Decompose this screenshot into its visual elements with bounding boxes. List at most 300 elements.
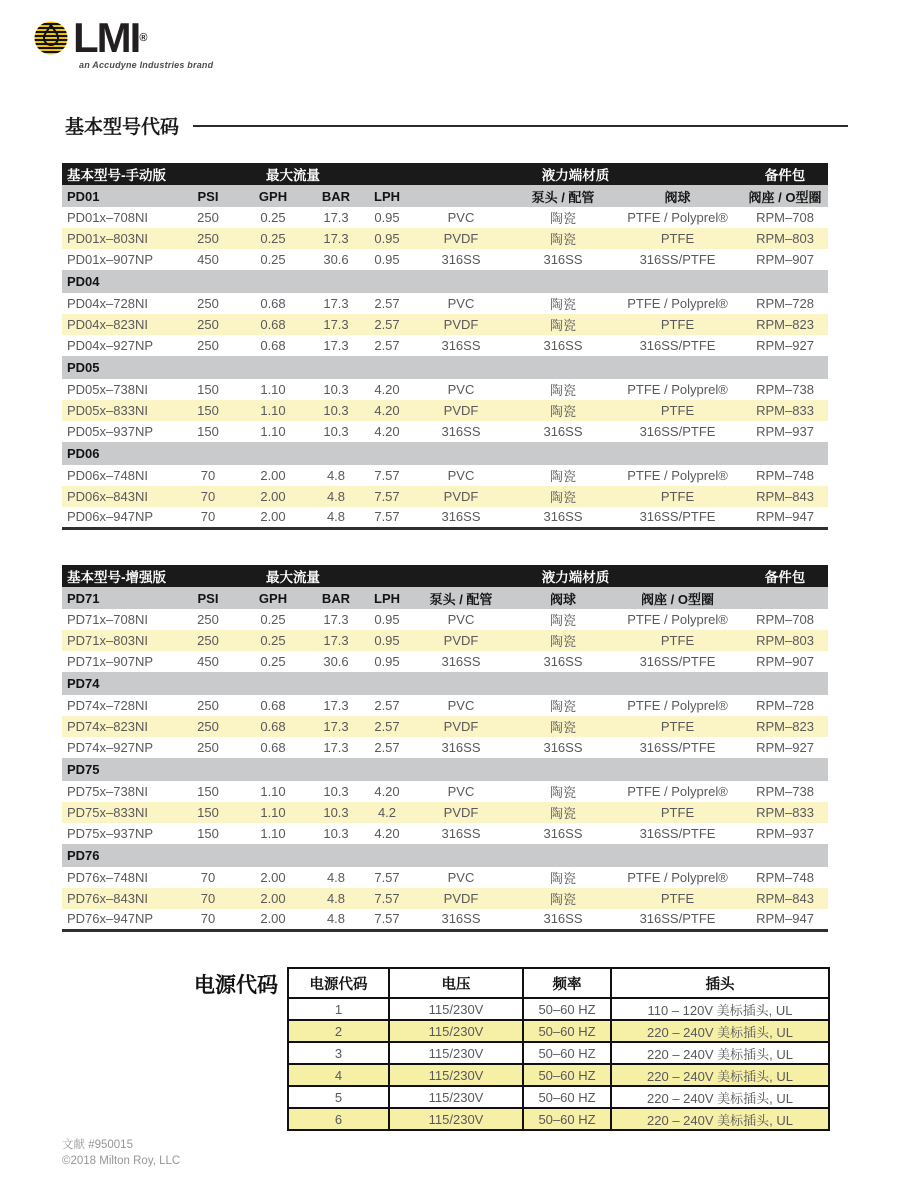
model-number-cell: PD71x–708NI [67,612,148,627]
value-cell: RPM–833 [742,802,828,823]
value-cell: 450 [197,252,219,267]
column-header: PSI [177,587,239,609]
value-cell: 陶瓷 [549,613,576,628]
table-row [288,1108,829,1130]
value-cell: PTFE [613,400,742,421]
value-cell: 0.25 [260,252,286,267]
model-number-cell: PD76x–748NI [67,870,148,885]
value-cell: 4.20 [374,382,400,397]
value-cell: RPM–937 [756,424,814,439]
value-cell: RPM–728 [756,296,814,311]
model-number-cell: PD06x–748NI [67,468,148,483]
value-cell: 316SS [441,826,481,841]
value-cell: 115/230V [389,998,523,1020]
value-cell: 70 [177,888,239,909]
value-cell: PVDF [409,716,513,737]
value-cell: 250 [197,698,219,713]
value-cell: 316SS [441,740,481,755]
value-cell: RPM–708 [756,210,814,225]
model-number-cell: PD04x–728NI [67,296,148,311]
column-header: 插头 [611,968,829,998]
value-cell: 70 [200,870,216,885]
value-cell: 17.3 [307,716,365,737]
value-cell: 150 [177,400,239,421]
value-cell: 4.8 [307,888,365,909]
value-cell: 1.10 [239,400,307,421]
value-cell: 115/230V [389,1042,523,1064]
value-cell: 陶瓷 [513,630,613,651]
value-cell: RPM–947 [756,911,814,927]
value-cell: RPM–728 [756,698,814,713]
column-header: BAR [307,185,365,207]
column-header: GPH [239,185,307,207]
column-header: BAR [307,587,365,609]
value-cell: 陶瓷 [513,716,613,737]
value-cell: 0.68 [260,740,286,755]
value-cell: 0.68 [260,296,286,311]
value-cell: 50–60 HZ [523,1064,611,1086]
value-cell: 陶瓷 [549,211,576,226]
value-cell: 17.3 [307,314,365,335]
value-cell: 0.95 [374,210,400,225]
column-header: LPH [365,587,409,609]
column-header: 泵头 / 配管 [513,185,613,207]
value-cell: PTFE / Polyprel® [627,698,728,713]
copyright: ©2018 Milton Roy, LLC [62,1155,181,1167]
power-code-section [287,967,830,1131]
column-group-header: 基本型号-增强版 [62,565,177,587]
value-cell: 陶瓷 [513,486,613,507]
value-cell: 316SS/PTFE [639,509,716,525]
value-cell: 4.20 [374,424,400,439]
table-row [62,609,828,630]
value-cell: 2.00 [260,509,286,525]
value-cell: 2.00 [260,911,286,927]
model-number-cell: PD05x–833NI [62,400,177,421]
value-cell: 1.10 [239,802,307,823]
model-number-cell: PD71x–907NP [67,654,153,669]
table-row [62,781,828,802]
value-cell: 250 [177,314,239,335]
value-cell: 4 [288,1064,389,1086]
value-cell: RPM–907 [756,252,814,267]
value-cell: 450 [197,654,219,669]
value-cell: 陶瓷 [549,469,576,484]
value-cell: 陶瓷 [513,802,613,823]
value-cell: PTFE / Polyprel® [627,784,728,799]
group-band-label: PD05 [62,356,828,379]
brand-tagline: an Accudyne Industries brand [79,60,214,70]
value-cell: 316SS/PTFE [639,424,716,439]
value-cell: 17.3 [307,630,365,651]
table-row [62,379,828,400]
value-cell: PVC [447,210,475,225]
value-cell: PTFE / Polyprel® [627,612,728,627]
value-cell: 0.95 [365,228,409,249]
value-cell: 50–60 HZ [523,1108,611,1130]
value-cell: 50–60 HZ [523,1086,611,1108]
value-cell: 70 [200,468,216,483]
column-header: 电压 [389,968,523,998]
value-cell: 7.57 [365,486,409,507]
value-cell: 70 [200,509,216,525]
value-cell: 316SS [543,252,583,267]
group-band-label: PD74 [62,672,828,695]
section-header [65,112,848,139]
value-cell: 150 [197,424,219,439]
power-code-label: 电源代码 [194,974,278,997]
value-cell: RPM–937 [756,826,814,841]
group-band-label: PD75 [62,758,828,781]
value-cell: 250 [197,210,219,225]
value-cell: 4.20 [365,400,409,421]
value-cell: 50–60 HZ [523,1020,611,1042]
value-cell: 0.68 [260,698,286,713]
value-cell: 2.57 [374,296,400,311]
value-cell: PVC [447,612,475,627]
value-cell: 250 [197,296,219,311]
value-cell: RPM–833 [742,400,828,421]
model-number-cell: PD04x–927NP [67,338,153,353]
model-number-cell: PD71x–803NI [62,630,177,651]
value-cell: 220 – 240V 美标插头, UL [611,1086,829,1108]
model-number-cell: PD74x–823NI [62,716,177,737]
table-row [62,888,828,909]
value-cell: 316SS/PTFE [639,911,716,927]
model-number-cell: PD01x–708NI [67,210,148,225]
value-cell: 0.25 [260,654,286,669]
value-cell: RPM–748 [756,870,814,885]
value-cell: 250 [197,338,219,353]
value-cell: 0.25 [239,630,307,651]
value-cell: 10.3 [307,802,365,823]
value-cell: 陶瓷 [513,400,613,421]
value-cell: 4.8 [326,509,346,525]
value-cell: 250 [177,630,239,651]
table-row [288,998,829,1020]
column-header [409,185,513,207]
column-group-header: 液力端材质 [409,565,742,587]
value-cell: 17.3 [323,296,349,311]
value-cell: PTFE [613,314,742,335]
column-header: 阀座 / O型圈 [742,185,828,207]
value-cell: 7.57 [374,870,400,885]
table-row [62,844,828,867]
value-cell: 0.68 [239,716,307,737]
value-cell: 5 [288,1086,389,1108]
value-cell: 316SS [543,826,583,841]
value-cell: RPM–708 [756,612,814,627]
column-header: PD01 [62,185,177,207]
value-cell: 17.3 [323,698,349,713]
value-cell: 316SS/PTFE [639,338,716,353]
value-cell: 316SS [543,654,583,669]
model-number-cell: PD75x–738NI [67,784,148,799]
table-row [62,356,828,379]
value-cell: 316SS/PTFE [639,654,716,669]
value-cell: 0.95 [374,252,400,267]
value-cell: 2 [288,1020,389,1042]
model-number-cell: PD05x–738NI [67,382,148,397]
value-cell: 10.3 [323,826,349,841]
column-header: 频率 [523,968,611,998]
value-cell: 0.68 [260,338,286,353]
table-row [62,758,828,781]
value-cell: 316SS/PTFE [639,826,716,841]
value-cell: RPM–823 [742,314,828,335]
table-row [62,909,828,930]
value-cell: 0.68 [239,314,307,335]
model-number-cell: PD74x–927NP [67,740,153,755]
value-cell: 17.3 [323,612,349,627]
value-cell: 316SS [441,252,481,267]
column-header: 阀座 / O型圈 [613,587,742,609]
value-cell: 陶瓷 [549,699,576,714]
column-header [742,587,828,609]
value-cell: 17.3 [307,228,365,249]
value-cell: 陶瓷 [513,228,613,249]
value-cell: 1 [288,998,389,1020]
value-cell: 150 [177,802,239,823]
column-group-header: 最大流量 [177,565,409,587]
value-cell: 250 [177,716,239,737]
model-number-cell: PD75x–937NP [67,826,153,841]
doc-number: 文献 #950015 [62,1139,133,1151]
table-row [62,270,828,293]
value-cell: 316SS/PTFE [639,740,716,755]
value-cell: RPM–803 [742,228,828,249]
table-row [62,823,828,844]
value-cell: 150 [197,784,219,799]
value-cell: 316SS [543,338,583,353]
value-cell: 1.10 [260,382,286,397]
value-cell: 0.95 [374,654,400,669]
value-cell: RPM–823 [742,716,828,737]
model-number-cell: PD75x–833NI [62,802,177,823]
column-header: GPH [239,587,307,609]
model-number-cell: PD76x–843NI [62,888,177,909]
value-cell: 115/230V [389,1064,523,1086]
column-header: PD71 [62,587,177,609]
value-cell: PVC [447,296,475,311]
value-cell: RPM–803 [742,630,828,651]
table-row [62,228,828,249]
value-cell: 陶瓷 [549,785,576,800]
table-row [62,207,828,228]
table-row [62,442,828,465]
value-cell: 4.20 [374,784,400,799]
value-cell: RPM–907 [756,654,814,669]
value-cell: 2.00 [260,468,286,483]
table-row [62,695,828,716]
table-row [62,802,828,823]
model-number-cell: PD01x–907NP [67,252,153,267]
model-number-cell: PD74x–728NI [67,698,148,713]
value-cell: 1.10 [260,784,286,799]
value-cell: 115/230V [389,1086,523,1108]
model-number-cell: PD76x–947NP [67,911,153,927]
model-number-cell: PD06x–947NP [67,509,153,525]
table-row [62,651,828,672]
title-divider [193,125,848,127]
value-cell: PTFE [613,716,742,737]
model-number-cell: PD06x–843NI [62,486,177,507]
column-group-header: 最大流量 [177,163,409,185]
brand-wordmark: LMI® [73,14,148,61]
column-group-header: 液力端材质 [409,163,742,185]
value-cell: PVC [447,468,475,483]
column-header: 阀球 [513,587,613,609]
value-cell: RPM–738 [756,382,814,397]
model-number-cell: PD04x–823NI [62,314,177,335]
value-cell: 4.8 [326,870,346,885]
value-cell: PTFE [613,228,742,249]
value-cell: 17.3 [323,338,349,353]
value-cell: PVDF [409,888,513,909]
value-cell: 1.10 [260,424,286,439]
value-cell: 10.3 [307,400,365,421]
value-cell: 4.2 [365,802,409,823]
value-cell: 7.57 [374,509,400,525]
column-header: LPH [365,185,409,207]
value-cell: 110 – 120V 美标插头, UL [611,998,829,1020]
column-header: 电源代码 [288,968,389,998]
value-cell: PVC [447,698,475,713]
value-cell: RPM–738 [756,784,814,799]
value-cell: 220 – 240V 美标插头, UL [611,1108,829,1130]
value-cell: 陶瓷 [513,314,613,335]
value-cell: RPM–927 [756,338,814,353]
value-cell: 2.00 [239,888,307,909]
value-cell: PVDF [409,228,513,249]
value-cell: PTFE / Polyprel® [627,382,728,397]
value-cell: PVDF [409,630,513,651]
value-cell: 316SS [543,424,583,439]
value-cell: 115/230V [389,1020,523,1042]
column-header: PSI [177,185,239,207]
value-cell: 10.3 [323,424,349,439]
value-cell: PVDF [409,486,513,507]
value-cell: PTFE / Polyprel® [627,210,728,225]
table-row [62,630,828,651]
value-cell: RPM–927 [756,740,814,755]
value-cell: 250 [177,228,239,249]
value-cell: 316SS [543,509,583,525]
model-number-cell: PD05x–937NP [67,424,153,439]
column-group-header: 备件包 [742,565,828,587]
value-cell: PTFE [613,486,742,507]
value-cell: 50–60 HZ [523,998,611,1020]
lmi-droplet-ball-icon [33,20,69,56]
value-cell: 17.3 [323,210,349,225]
value-cell: 316SS [441,338,481,353]
value-cell: 陶瓷 [549,383,576,398]
power-code-table [287,967,830,1131]
value-cell: 150 [197,826,219,841]
value-cell: 4.20 [374,826,400,841]
value-cell: 2.00 [239,486,307,507]
table-row [288,1064,829,1086]
value-cell: 220 – 240V 美标插头, UL [611,1020,829,1042]
value-cell: 0.25 [260,210,286,225]
value-cell: 316SS [441,424,481,439]
value-cell: 4.8 [307,486,365,507]
value-cell: PTFE / Polyprel® [627,870,728,885]
group-band-label: PD06 [62,442,828,465]
value-cell: 220 – 240V 美标插头, UL [611,1064,829,1086]
value-cell: 316SS [441,509,481,525]
table-row [62,293,828,314]
column-group-header: 基本型号-手动版 [62,163,177,185]
value-cell: 70 [200,911,216,927]
value-cell: 陶瓷 [549,297,576,312]
table-row [62,335,828,356]
value-cell: 316SS [441,654,481,669]
value-cell: 220 – 240V 美标插头, UL [611,1042,829,1064]
value-cell: RPM–843 [742,888,828,909]
value-cell: 2.57 [365,314,409,335]
value-cell: 3 [288,1042,389,1064]
column-group-header: 备件包 [742,163,828,185]
value-cell: 陶瓷 [549,871,576,886]
value-cell: 115/230V [389,1108,523,1130]
value-cell: 17.3 [323,740,349,755]
value-cell: 70 [177,486,239,507]
value-cell: 2.00 [260,870,286,885]
value-cell: 0.25 [239,228,307,249]
table-row [62,486,828,507]
brand-logo [33,14,214,70]
value-cell: 316SS/PTFE [639,252,716,267]
manual-models-section [62,163,828,530]
value-cell: 4.8 [326,468,346,483]
table-row [288,1086,829,1108]
value-cell: 30.6 [323,654,349,669]
value-cell: PVDF [409,802,513,823]
enhanced-models-table [62,565,828,932]
value-cell: PVC [447,784,475,799]
value-cell: 316SS [543,740,583,755]
enhanced-models-section [62,565,828,932]
value-cell: 10.3 [323,382,349,397]
table-row [62,507,828,528]
value-cell: PTFE [613,888,742,909]
value-cell: PVDF [409,400,513,421]
group-band-label: PD04 [62,270,828,293]
table-row [62,716,828,737]
table-row [62,421,828,442]
value-cell: PVC [447,382,475,397]
table-row [62,867,828,888]
page-title: 基本型号代码 [65,117,180,138]
column-header: 泵头 / 配管 [409,587,513,609]
table-row [288,1020,829,1042]
value-cell: 0.95 [365,630,409,651]
value-cell: RPM–843 [742,486,828,507]
value-cell: PTFE / Polyprel® [627,468,728,483]
model-number-cell: PD01x–803NI [62,228,177,249]
value-cell: 7.57 [365,888,409,909]
value-cell: 2.57 [374,698,400,713]
value-cell: PVC [447,870,475,885]
value-cell: 316SS [441,911,481,927]
table-row [62,314,828,335]
value-cell: RPM–748 [756,468,814,483]
value-cell: 陶瓷 [513,888,613,909]
value-cell: PTFE / Polyprel® [627,296,728,311]
column-header: 阀球 [613,185,742,207]
table-row [62,737,828,758]
